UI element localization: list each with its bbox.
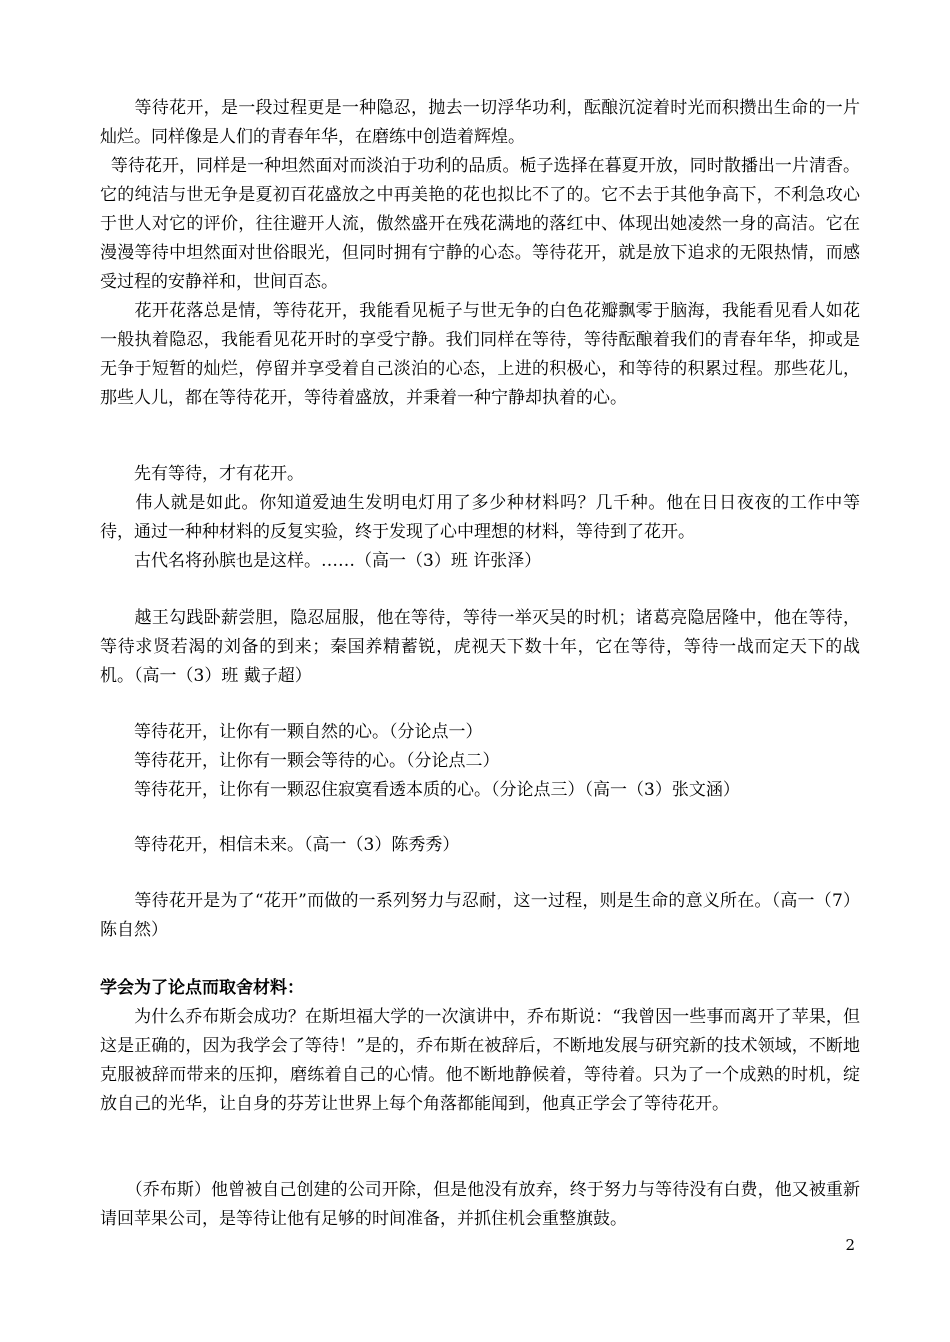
paragraph-1: 等待花开，是一段过程更是一种隐忍，抛去一切浮华功利，酝酿沉淀着时光而积攒出生命的一片灿烂。同样像是人们的青春年华，在磨练中创造着辉煌。 [100,98,860,147]
paragraph-4: 先有等待，才有花开。 [100,464,304,484]
paragraph-10: 等待花开，让你有一颗忍住寂寞看透本质的心。（分论点三）（高一（3）张文涵） [100,780,740,800]
paragraph-9: 等待花开，让你有一颗会等待的心。（分论点二） [100,751,500,771]
page-number: 2 [845,1236,855,1254]
section-heading: 学会为了论点而取舍材料： [100,978,304,998]
paragraph-11: 等待花开，相信未来。（高一（3）陈秀秀） [100,835,460,855]
paragraph-13: 为什么乔布斯会成功？在斯坦福大学的一次演讲中，乔布斯说：“我曾因一些事而离开了苹果，但这是正确的，因为我学会了等待！”是的，乔布斯在被辞后，不断地发展与研究新的技术领域，不断地克服被辞而带来的压抑，磨练着自己的心情。他不断地静候着，等待着。只为了一个成熟的时机，绽放自己的光华，让自身的芬芳让世界上每个角落都能闻到，他真正学会了等待花开。 [100,1007,860,1114]
paragraph-8: 等待花开，让你有一颗自然的心。（分论点一） [100,722,483,742]
paragraph-2: 等待花开，同样是一种坦然面对而淡泊于功利的品质。栀子选择在暮夏开放，同时散播出一片清香。它的纯洁与世无争是夏初百花盛放之中再美艳的花也拟比不了的。它不去于其他争高下，不利急攻心于世人对它的评价，往往避开人流，傲然盛开在残花满地的落红中、体现出她凌然一身的高洁。它在漫漫等待中坦然面对世俗眼光，但同时拥有宁静的心态。等待花开，就是放下追求的无限热情，而感受过程的安静祥和，世间百态。 [100,156,861,292]
paragraph-12: 等待花开是为了“花开”而做的一系列努力与忍耐，这一过程，则是生命的意义所在。（高一（7）陈自然） [100,891,860,940]
paragraph-14: （乔布斯）他曾被自己创建的公司开除，但是他没有放弃，终于努力与等待没有白费，他又被重新请回苹果公司，是等待让他有足够的时间准备，并抓住机会重整旗鼓。 [100,1180,860,1229]
paragraph-5: 伟人就是如此。你知道爱迪生发明电灯用了多少种材料吗？几千种。他在日日夜夜的工作中等待，通过一种种材料的反复实验，终于发现了心中理想的材料，等待到了花开。 [100,493,860,542]
paragraph-3: 花开花落总是情，等待花开，我能看见栀子与世无争的白色花瓣飘零于脑海，我能看见看人如花一般执着隐忍，我能看见花开时的享受宁静。我们同样在等待，等待酝酿着我们的青春年华，抑或是无争于短暂的灿烂，停留并享受着自己淡泊的心态，上进的积极心，和等待的积累过程。那些花儿，那些人儿，都在等待花开，等待着盛放，并秉着一种宁静却执着的心。 [100,301,860,408]
paragraph-6: 古代名将孙膑也是这样。……（高一（3）班 许张泽） [100,551,542,571]
paragraph-7: 越王勾践卧薪尝胆，隐忍屈服，他在等待，等待一举灭吴的时机；诸葛亮隐居隆中，他在等待，等待求贤若渴的刘备的到来；秦国养精蓄锐，虎视天下数十年，它在等待，等待一战而定天下的战机。（高一（3）班 戴子超） [100,608,860,686]
